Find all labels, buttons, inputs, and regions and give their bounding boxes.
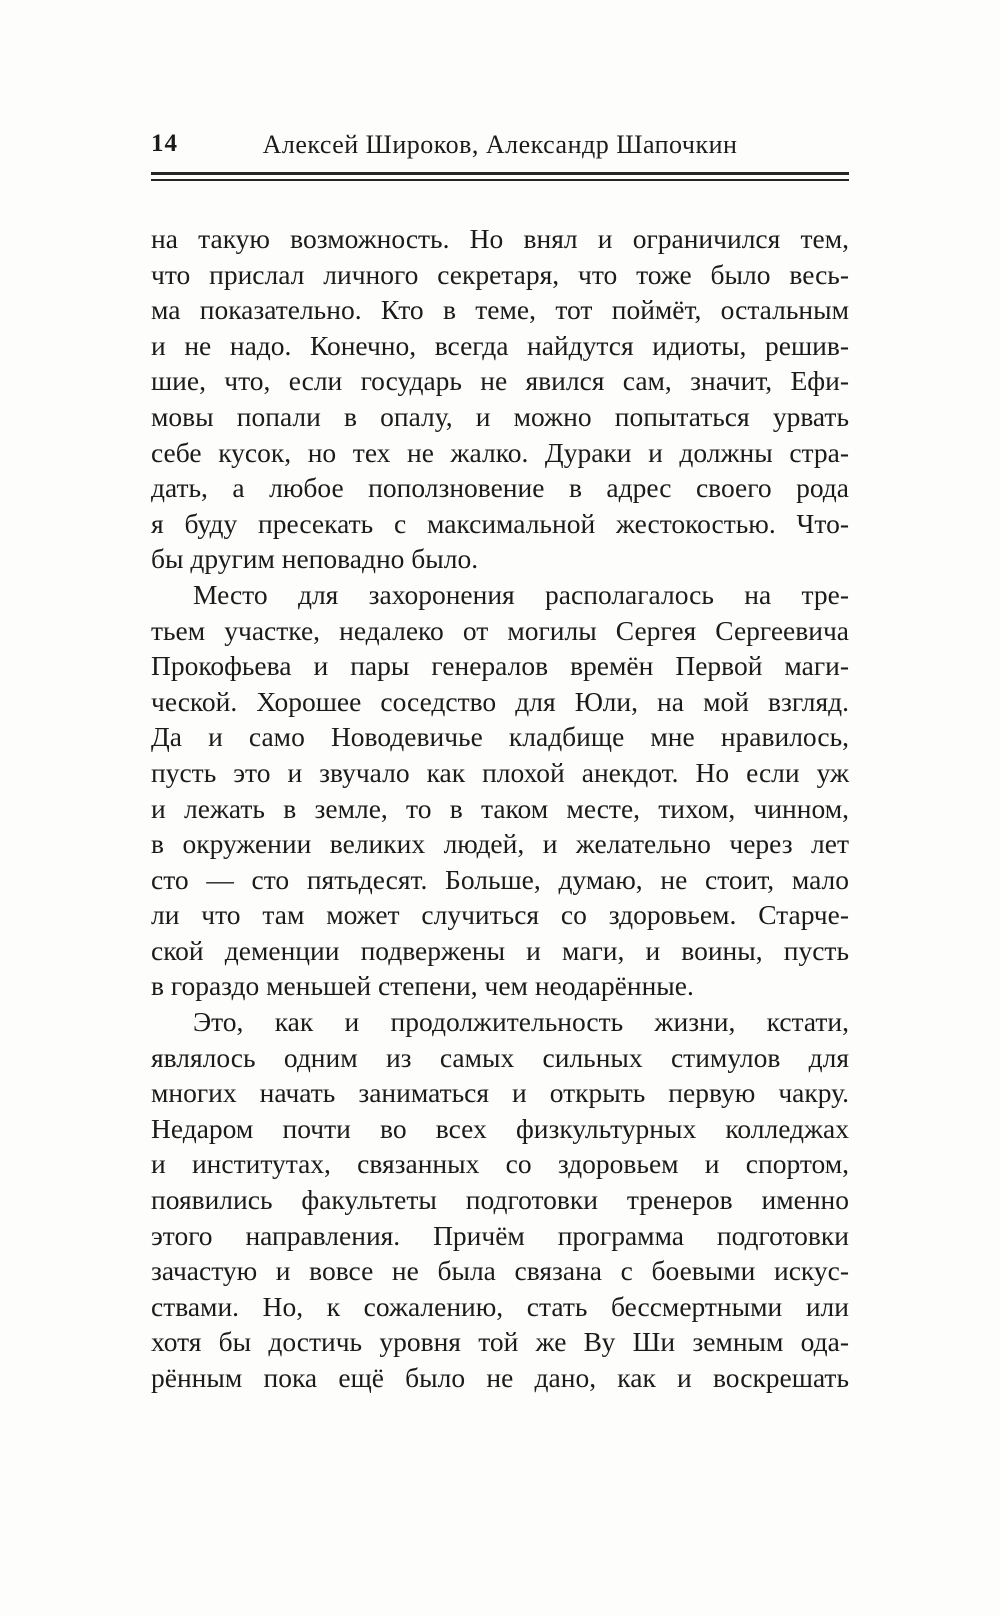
- page-content: [151, 0, 849, 1396]
- text-line: Недаром почти во всех физкультурных колледжах: [151, 1112, 849, 1144]
- text-line: сто — сто пятьдесят. Больше, думаю, не стоит, мало: [151, 863, 849, 895]
- text-line: рённым пока ещё было не дано, как и воскрешать: [151, 1362, 849, 1393]
- text-line: бы другим неповадно было.: [151, 543, 479, 575]
- text-line: ма показательно. Кто в теме, тот поймёт, остальным: [151, 294, 849, 326]
- text-line: многих начать заниматься и открыть первую чакру.: [151, 1077, 849, 1109]
- paragraph: [151, 1004, 849, 1396]
- text-line: шие, что, если государь не явился сам, значит, Ефи-: [151, 365, 849, 397]
- text-line: на такую возможность. Но внял и ограничился тем,: [151, 223, 849, 254]
- text-line: этого направления. Причём программа подготовки: [151, 1219, 849, 1251]
- paragraph: [151, 577, 849, 1004]
- text-line: появились факультеты подготовки тренеров именно: [151, 1184, 849, 1216]
- paragraph: [151, 221, 849, 577]
- text-line: и институтах, связанных со здоровьем и спортом,: [151, 1148, 849, 1180]
- text-line: в гораздо меньшей степени, чем неодарённые.: [151, 970, 694, 1002]
- text-line: ли что там может случиться со здоровьем. Старче-: [151, 899, 849, 931]
- text-line: хотя бы достичь уровня той же Ву Ши земным ода-: [151, 1326, 849, 1358]
- text-line: Да и само Новодевичье кладбище мне нравилось,: [151, 721, 849, 753]
- text-line: и лежать в земле, то в таком месте, тихом, чинном,: [151, 792, 849, 824]
- text-line: ствами. Но, к сожалению, стать бессмертными или: [151, 1290, 849, 1322]
- text-line: что прислал личного секретаря, что тоже было весь-: [151, 258, 849, 290]
- text-line: тьем участке, недалеко от могилы Сергея Сергеевича: [151, 614, 849, 646]
- text-line: дать, а любое поползновение в адрес своего рода: [151, 472, 849, 504]
- header-double-rule: [151, 172, 849, 181]
- body-text: [151, 221, 849, 1396]
- text-line: ской деменции подвержены и маги, и воины, пусть: [151, 934, 849, 966]
- text-line: зачастую и вовсе не была связана с боевыми искус-: [151, 1255, 849, 1287]
- running-header: [151, 130, 849, 164]
- authors-header: Алексей Широков, Александр Шапочкин: [262, 130, 738, 159]
- text-line: я буду пресекать с максимальной жестокостью. Что-: [151, 507, 849, 539]
- text-line: ческой. Хорошее соседство для Юли, на мой взгляд.: [151, 685, 849, 717]
- page-number: 14: [151, 130, 178, 157]
- text-line: Место для захоронения располагалось на тре-: [193, 578, 849, 610]
- text-line: являлось одним из самых сильных стимулов для: [151, 1041, 849, 1073]
- text-line: пусть это и звучало как плохой анекдот. Но если уж: [151, 756, 849, 788]
- text-line: мовы попали в опалу, и можно попытаться урвать: [151, 400, 849, 432]
- text-line: Это, как и продолжительность жизни, кстати,: [193, 1006, 849, 1038]
- text-line: Прокофьева и пары генералов времён Первой маги-: [151, 650, 849, 682]
- text-line: и не надо. Конечно, всегда найдутся идиоты, решив-: [151, 329, 849, 361]
- text-line: в окружении великих людей, и желательно через лет: [151, 828, 849, 860]
- text-line: себе кусок, но тех не жалко. Дураки и должны стра-: [151, 436, 849, 468]
